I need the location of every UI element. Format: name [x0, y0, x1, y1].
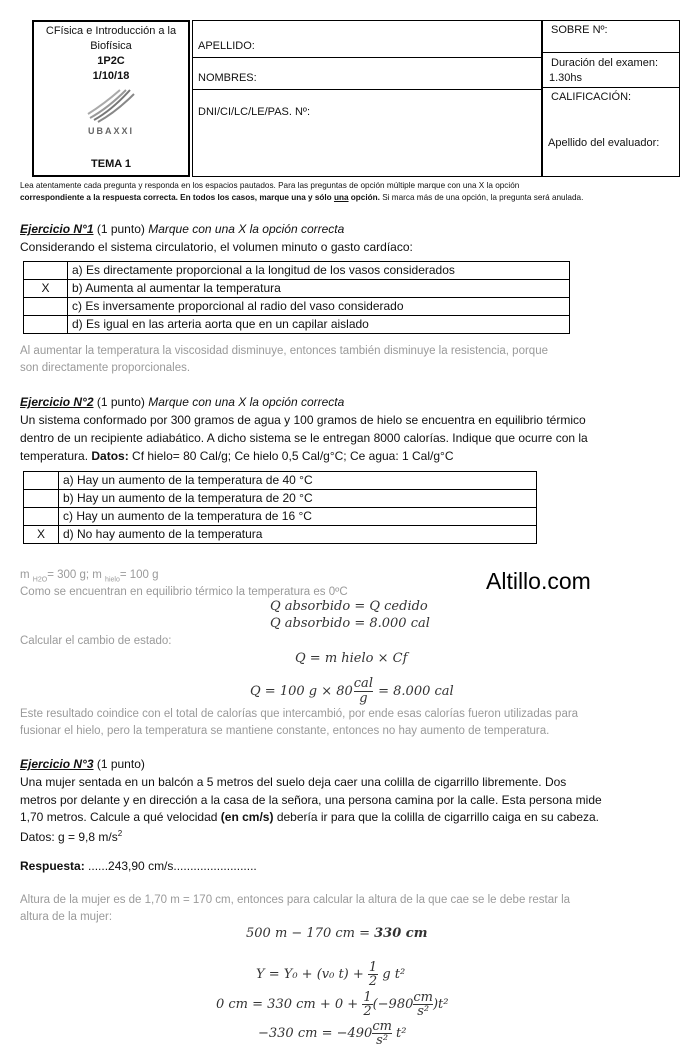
- evaluador-field: Apellido del evaluador:: [548, 137, 660, 149]
- ej2-solution-change: Calcular el cambio de estado:: [20, 635, 172, 647]
- ej2-solution-masses: m $_{H2O}$= 300 g; m $_{hielo}$= 100 g: [20, 569, 159, 584]
- exam-code: 1P2C: [97, 55, 125, 67]
- ej1-explanation-2: son directamente proporcionales.: [20, 362, 191, 374]
- exam-header: [32, 20, 680, 177]
- dni-field[interactable]: DNI/CI/LC/LE/PAS. Nº:: [198, 106, 311, 118]
- ej3-solution-2: altura de la mujer:: [20, 911, 113, 923]
- ej3-eq2: Y = Y₀ + (v₀ t) + $\frac{1}{2}$ g t²: [256, 960, 406, 989]
- ej2-eq1: Q absorbido = Q cedido: [270, 599, 428, 614]
- ej3-question-1: Una mujer sentada en un balcón a 5 metros del suelo deja caer una colilla de cigarrillo libremente. Dos: [20, 775, 567, 789]
- ej3-question-3: 1,70 metros. Calcule a qué velocidad (en cm/s) debería ir para que la colilla de cigarrillo caiga en su cabeza.: [20, 810, 600, 824]
- ej2-question-3: temperatura. Datos: Cf hielo= 80 Cal/g; Ce hielo 0,5 Cal/g°C; Ce agua: 1 Cal/g°C: [20, 449, 454, 463]
- ej1-explanation-1: Al aumentar la temperatura la viscosidad disminuye, entonces también disminuye la resistencia, porque: [20, 345, 548, 357]
- ej2-eq3: Q = m hielo × Cf: [295, 651, 408, 666]
- ej1-question: Considerando el sistema circulatorio, el volumen minuto o gasto cardíaco:: [20, 240, 413, 254]
- course-name-line2: Biofísica: [90, 40, 132, 52]
- course-info-box: [32, 20, 190, 177]
- ej3-eq4: −330 cm = −490 $\frac{cm}{\text{s²}}$ t²: [258, 1019, 407, 1048]
- ej2-options-table: [23, 471, 537, 544]
- calificacion-field: CALIFICACIÓN:: [551, 91, 632, 103]
- apellido-field[interactable]: APELLIDO:: [198, 40, 255, 52]
- ej2-conclusion-2: fusionar el hielo, pero la temperatura se mantiene constante, entonces no hay aumento de temperatura.: [20, 725, 550, 737]
- ej3-title: Ejercicio N°3 (1 punto): [20, 757, 145, 771]
- tema-label: TEMA 1: [91, 158, 131, 170]
- ej3-answer: [20, 857, 257, 875]
- ej3-datos: Datos: g = 9,8 $m/s^2$: [20, 829, 123, 844]
- exam-date: 1/10/18: [92, 70, 130, 82]
- ej2-question-2: dentro de un recipiente adiabático. A dicho sistema se le entregan 8000 calorías. Indique que ocurre con la: [20, 431, 588, 445]
- duracion-label: Duración del examen:: [551, 57, 659, 69]
- ej2-option-c[interactable]: c) Hay un aumento de la temperatura de 16 °C: [24, 508, 537, 526]
- duracion-value: 1.30hs: [549, 72, 583, 84]
- ej2-option-b[interactable]: b) Hay un aumento de la temperatura de 20 °C: [24, 490, 537, 508]
- course-name-line1: CFísica e Introducción a la: [45, 25, 177, 37]
- ej2-question-1: Un sistema conformado por 300 gramos de agua y 100 gramos de hielo se encuentra en equilibrio térmico: [20, 413, 586, 427]
- ej2-solution-equilibrium: Como se encuentran en equilibrio térmico la temperatura es 0ºC: [20, 586, 348, 598]
- ej3-solution-1: Altura de la mujer es de 1,70 m = 170 cm, entonces para calcular la altura de la que cae se le debe restar la: [20, 894, 571, 906]
- ej2-option-d[interactable]: X d) No hay aumento de la temperatura: [24, 526, 537, 544]
- ej1-option-b[interactable]: X b) Aumenta al aumentar la temperatura: [24, 280, 570, 298]
- uba-logo-icon: [86, 88, 136, 124]
- ej2-title: Ejercicio N°2 (1 punto) Marque con una X la opción correcta: [20, 395, 345, 409]
- ej1-option-c[interactable]: c) Es inversamente proporcional al radio del vaso considerado: [24, 298, 570, 316]
- logo-text: UBAXXI: [87, 126, 134, 136]
- answer-label: Respuesta:: [20, 859, 85, 873]
- ej2-eq4: Q = 100 g × 80 cal g = 8.000 cal: [250, 676, 454, 706]
- student-info-box: [192, 20, 542, 177]
- ej1-option-d[interactable]: d) Es igual en las arteria aorta que en un capilar aislado: [24, 316, 570, 334]
- ej2-eq2: Q absorbido = 8.000 cal: [270, 616, 430, 631]
- instructions-line2: correspondiente a la respuesta correcta. En todos los casos, marque una y sólo una opción. Si marca más de una opción, la pregunta será anulada.: [20, 193, 584, 202]
- nombres-field[interactable]: NOMBRES:: [198, 72, 257, 84]
- instructions-line1: Lea atentamente cada pregunta y responda en los espacios pautados. Para las preguntas de opción múltiple marque con una X la opción: [20, 181, 520, 190]
- ej2-option-a[interactable]: a) Hay un aumento de la temperatura de 40 °C: [24, 472, 537, 490]
- ej1-options-table: [23, 261, 570, 334]
- ej1-title: Ejercicio N°1 (1 punto) Marque con una X la opción correcta: [20, 222, 345, 236]
- instructions: [20, 180, 680, 204]
- grading-box: [541, 20, 680, 177]
- altillo-watermark: Altillo.com: [486, 568, 591, 594]
- ej3-question-2: metros por delante y en dirección a la casa de la señora, una persona camina por la calle. Esta persona mide: [20, 793, 602, 807]
- sobre-field: SOBRE Nº:: [551, 24, 608, 36]
- answer-value: ......243,90 cm/s.........................: [84, 859, 257, 873]
- ej3-eq3: 0 cm = 330 cm + 0 + $\frac{1}{2}$ (−980 $\frac{cm}{\text{s²}}$ )t²: [216, 990, 449, 1019]
- ej2-conclusion-1: Este resultado coindice con el total de calorías que intercambió, por ende esas calorías fueron utilizadas para: [20, 708, 579, 720]
- ej3-eq1: 500 m − 170 cm = 330 cm: [246, 926, 428, 941]
- ej1-option-a[interactable]: a) Es directamente proporcional a la longitud de los vasos considerados: [24, 262, 570, 280]
